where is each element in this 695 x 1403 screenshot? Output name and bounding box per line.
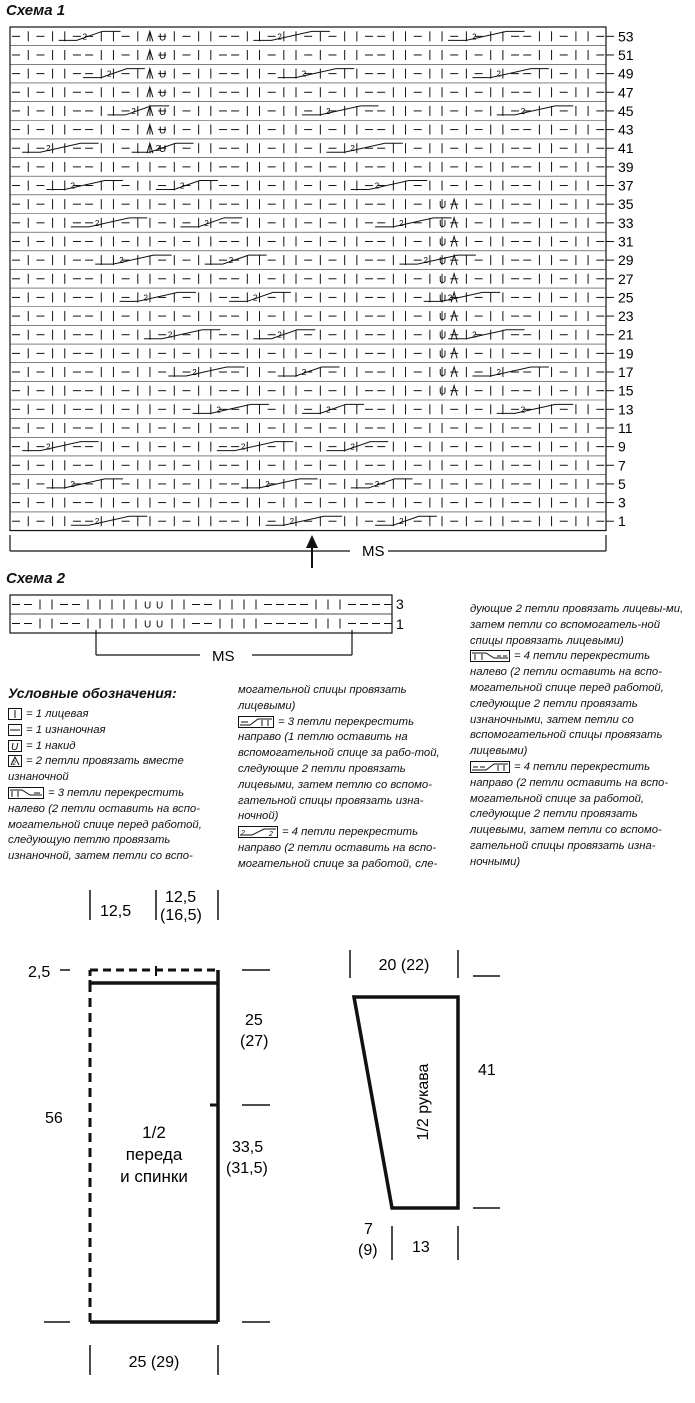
cross-3-right-icon — [238, 716, 274, 728]
scheme1-row-number: 49 — [618, 65, 634, 82]
cable-count-mark: 2 — [46, 144, 51, 154]
sleeve-height-dim: 41 — [478, 1062, 496, 1079]
sleeve-top-dim: 20 (22) — [378, 957, 430, 974]
body-shoulder-dim: 2,5 — [28, 964, 51, 981]
yarn-over-mark: U — [159, 32, 167, 44]
yarn-over-mark: U — [438, 293, 447, 305]
legend-column-1 — [8, 707, 223, 865]
scheme1-ms-bracket — [10, 535, 606, 551]
scheme1-row-number: 39 — [618, 158, 634, 175]
cable-count-mark: 2 — [46, 442, 51, 452]
legend-text-continued: могательной спицы провязать лицевыми) — [238, 684, 407, 712]
body-top-left-dim: 12,5 — [100, 903, 132, 920]
yarn-over-mark: U — [159, 125, 167, 137]
cable-count-mark: 2 — [520, 106, 526, 116]
cable-count-mark: 2 — [374, 181, 380, 191]
scheme1-row-number: 53 — [618, 28, 634, 45]
scheme1-row-number: 11 — [618, 419, 633, 436]
body-height-dim: 56 — [45, 1110, 63, 1127]
scheme1-row-number: 35 — [618, 196, 634, 213]
purl-stitch-icon — [8, 724, 22, 736]
yarn-over-mark: U — [438, 312, 447, 324]
sleeve-pattern-diagram — [320, 930, 550, 1270]
cable-count-mark: 2 — [70, 181, 75, 191]
cable-count-mark: 2 — [265, 479, 270, 489]
sleeve-label: 1/2 рукава — [415, 1063, 432, 1141]
scheme1-row-number: 1 — [618, 513, 626, 530]
cable-count-mark: 2 — [350, 442, 355, 452]
cable-count-mark: 2 — [253, 293, 258, 303]
cable-count-mark: 2 — [399, 218, 404, 228]
yarn-over-mark: U — [438, 256, 447, 268]
yarn-over-mark: U — [144, 619, 152, 631]
cable-count-mark: 2 — [520, 405, 526, 415]
scheme1-row-number: 3 — [618, 494, 626, 511]
cable-count-mark: 2 — [277, 330, 282, 340]
body-label-front: переда — [125, 1145, 183, 1164]
scheme1-row-number: 33 — [618, 214, 634, 231]
legend-text: = 1 изнаночная — [26, 723, 106, 736]
yarn-over-mark: U — [159, 88, 167, 100]
legend-column-2 — [238, 683, 456, 873]
legend-text: = 1 накид — [26, 739, 76, 752]
legend-item-cross3-right — [238, 715, 456, 826]
body-pattern-diagram — [0, 880, 300, 1400]
cable-count-mark: 2 — [326, 106, 331, 116]
body-label-fraction: 1/2 — [142, 1123, 166, 1142]
cable-count-mark: 2 — [94, 517, 100, 527]
cable-count-mark: 2 — [180, 181, 185, 191]
body-side-dim-b: (31,5) — [226, 1160, 268, 1177]
scheme1-row-number: 5 — [618, 475, 626, 492]
scheme1-row-number: 43 — [618, 121, 634, 138]
svg-text:2: 2 — [241, 830, 245, 838]
scheme2-title: Схема 2 — [6, 570, 66, 587]
yarn-over-mark: U — [144, 600, 152, 612]
yarn-over-mark: U — [156, 619, 164, 631]
legend-item-knit — [8, 707, 223, 723]
yarn-over-mark: U — [438, 274, 447, 286]
legend-title: Условные обозначения: — [8, 685, 177, 701]
cable-count-mark: 2 — [204, 218, 209, 228]
cable-count-mark: 2 — [350, 144, 355, 154]
cable-count-mark: 2 — [155, 144, 161, 154]
cable-count-mark: 2 — [131, 106, 136, 116]
scheme1-row-numbers — [606, 28, 634, 529]
cable-count-mark: 2 — [82, 32, 88, 42]
scheme1-row-number: 13 — [618, 401, 634, 418]
knit-stitch-icon — [8, 708, 22, 720]
legend-text: = 4 петли перекрестить направо (2 петли оставить на вспо-могательной спице за работой, сле- — [238, 826, 438, 870]
scheme1-row-number: 41 — [618, 140, 634, 157]
scheme1-ms-label: MS — [362, 543, 385, 560]
scheme1-row-number: 21 — [618, 326, 634, 343]
cross-4-left-icon — [470, 650, 510, 662]
yarn-over-mark: U — [438, 368, 447, 380]
cross-4-right-purl-icon — [470, 761, 510, 773]
legend-text: = 3 петли перекрестить направо (1 петлю оставить на вспомогательной спице за рабо-той, следующие 2 петли провязать лицевыми, затем петлю со вспомо-гательной спицы провязать изна-ночной) — [238, 715, 440, 823]
body-top-right-dim-a: 12,5 — [165, 889, 197, 906]
cable-count-mark: 2 — [423, 256, 428, 266]
cross-4-right-knit-icon — [238, 826, 278, 838]
scheme1-row-number: 9 — [618, 438, 626, 455]
cable-count-mark: 2 — [119, 256, 124, 266]
legend-item-yarnover — [8, 739, 223, 755]
scheme1-row-number: 15 — [618, 382, 634, 399]
legend-item-cross3-left — [8, 786, 223, 865]
scheme1-row-number: 25 — [618, 289, 634, 306]
sleeve-bottom-left-dim-a: 7 — [364, 1221, 373, 1238]
scheme1-title: Схема 1 — [6, 2, 66, 19]
legend-item-cross4-right-knit — [238, 825, 456, 872]
scheme1-row-number: 7 — [618, 457, 626, 474]
legend-item-p2tog — [8, 754, 223, 786]
cable-count-mark: 2 — [289, 517, 295, 527]
scheme1-row-number: 47 — [618, 84, 634, 101]
cable-count-mark: 2 — [301, 368, 307, 378]
scheme1-chart — [0, 0, 695, 580]
yarn-over-mark: U — [156, 600, 164, 612]
cable-count-mark: 2 — [399, 517, 404, 527]
cable-count-mark: 2 — [228, 256, 234, 266]
scheme1-row-number: 23 — [618, 308, 634, 325]
cable-count-mark: 2 — [496, 368, 501, 378]
yarn-over-mark: U — [438, 349, 447, 361]
cable-count-mark: 2 — [240, 442, 246, 452]
sleeve-bottom-left-dim-b: (9) — [358, 1242, 378, 1259]
cable-count-mark: 2 — [107, 69, 112, 79]
scheme2-chart — [0, 585, 420, 670]
cable-count-mark: 2 — [94, 218, 100, 228]
scheme1-row-number: 17 — [618, 364, 634, 381]
cable-count-mark: 2 — [326, 405, 331, 415]
svg-text:2: 2 — [269, 831, 273, 839]
yarn-over-mark: U — [159, 144, 167, 156]
body-top-right-dim-b: (16,5) — [160, 907, 202, 924]
yarn-over-mark: U — [438, 218, 447, 230]
yarn-over-mark: U — [159, 106, 167, 118]
scheme1-row-number: 45 — [618, 102, 634, 119]
legend-text-continued: дующие 2 петли провязать лицевы-ми, затем петли со вспомогатель-ной спицы провязать лицевыми) — [470, 603, 684, 647]
scheme1-row-number: 29 — [618, 252, 634, 269]
svg-text:2: 2 — [12, 761, 16, 768]
body-label-back: и спинки — [120, 1167, 188, 1186]
yarn-over-mark: U — [159, 69, 167, 81]
legend-text: = 4 петли перекрестить налево (2 петли оставить на вспо-могательной спице перед работой, следующие 2 петли провязать изнаночными, затем петли со вспомогательной спицы провязать лицевыми) — [470, 650, 664, 758]
cable-count-mark: 2 — [301, 69, 307, 79]
cable-count-mark: 2 — [472, 32, 477, 42]
body-bottom-dim: 25 (29) — [128, 1354, 180, 1371]
cable-count-mark: 2 — [143, 293, 148, 303]
cable-count-mark: 2 — [472, 330, 477, 340]
body-armhole-dim-b: (27) — [240, 1033, 269, 1050]
legend-item-purl — [8, 723, 223, 739]
legend-text: = 4 петли перекрестить направо (2 петли оставить на вспо-могательной спице за работой, следующие 2 петли провязать лицевыми, затем петли со вспомо-гательной спицы провязать изна-ночными) — [470, 760, 669, 868]
body-armhole-dim-a: 25 — [245, 1012, 263, 1029]
cable-count-mark: 2 — [216, 405, 222, 415]
cable-count-mark: 2 — [70, 479, 75, 489]
legend-item-cross4-right-purl — [470, 760, 690, 871]
scheme1-row-number: 19 — [618, 345, 634, 362]
cable-count-mark: 2 — [447, 293, 453, 303]
scheme2-ms-label: MS — [212, 648, 235, 665]
body-side-dim-a: 33,5 — [232, 1139, 264, 1156]
scheme2-row-1: 1 — [396, 616, 404, 632]
legend-column-3 — [470, 602, 690, 871]
legend-text: = 2 петли провязать вместе изнаночной — [8, 755, 184, 784]
cross-3-left-icon — [8, 787, 44, 799]
p2tog-icon — [8, 755, 22, 767]
scheme1-row-number: 27 — [618, 270, 634, 287]
yarn-over-mark: U — [438, 386, 447, 398]
legend-item-cross4-left — [470, 649, 690, 760]
svg-text:U: U — [11, 741, 19, 752]
cable-count-mark: 2 — [374, 479, 380, 489]
yarn-over-mark: U — [438, 237, 447, 249]
scheme2-grid — [10, 595, 392, 633]
cable-count-mark: 2 — [496, 69, 501, 79]
sleeve-bottom-right-dim: 13 — [412, 1239, 430, 1256]
yarn-over-mark: U — [438, 200, 447, 212]
yarn-over-mark: U — [159, 50, 167, 62]
cable-count-mark: 2 — [167, 330, 173, 340]
yarn-over-mark: U — [438, 330, 447, 342]
cable-count-mark: 2 — [277, 32, 282, 42]
legend-text: = 1 лицевая — [26, 708, 89, 720]
scheme1-row-number: 37 — [618, 177, 634, 194]
scheme1-row-number: 31 — [618, 233, 634, 250]
yarn-over-icon — [8, 740, 22, 752]
scheme1-row-number: 51 — [618, 46, 634, 63]
scheme2-row-3: 3 — [396, 596, 404, 612]
cable-count-mark: 2 — [192, 368, 197, 378]
legend-text: = 3 петли перекрестить налево (2 петли оставить на вспо-могательной спице перед работой, следующую петлю провязать изнаночной, затем петли со вспо- — [8, 786, 202, 863]
